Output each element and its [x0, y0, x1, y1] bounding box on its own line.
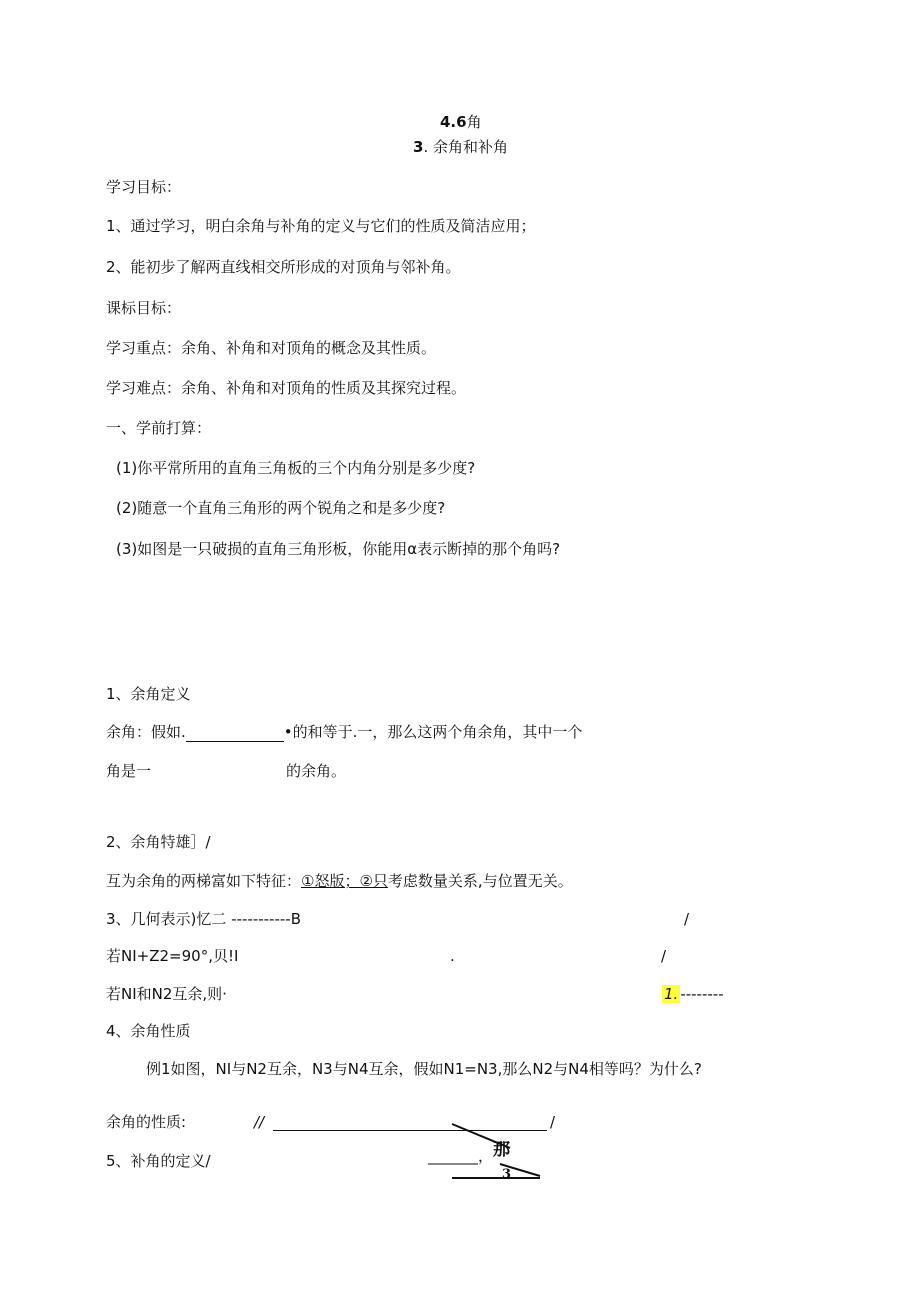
goal-item-2: 2、能初步了解两直线相交所形成的对顶角与邻补角。 — [106, 258, 461, 276]
figure-comma: ， — [478, 1147, 494, 1165]
sec3-slash-1: / — [684, 910, 690, 928]
subtitle-text: . 余角和补角 — [423, 138, 508, 156]
title-number: 4.6 — [440, 113, 467, 131]
sec3-line-2: 若NI和N2互余,则· — [106, 985, 227, 1003]
standard-heading: 课标目标： — [106, 299, 182, 317]
prep-heading: 一、学前打算： — [106, 419, 212, 437]
sec2-heading: 2、余角特雄］/ — [106, 833, 211, 851]
features-text-a: 互为余角的两梯富如下特征： — [106, 872, 302, 890]
def2-text-b: 的余角。 — [286, 762, 347, 780]
goals-heading: 学习目标： — [106, 178, 182, 196]
highlighted-mark: 1. — [664, 985, 679, 1003]
sec5-heading: 5、补角的定义/ — [106, 1152, 211, 1170]
def-text-a: 余角：假如. — [106, 723, 186, 741]
sec3-mark — [662, 984, 724, 1004]
sec4-example: 例1如图，NI与N2互余，N3与N4互余，假如N1=N3,那么N2与N4相等吗？为什么? — [146, 1060, 702, 1078]
mark-dashes: -------- — [680, 985, 724, 1003]
prep-question-2: (2)随意一个直角三角形的两个锐角之和是多少度? — [116, 499, 446, 517]
prep-question-1: (1)你平常所用的直角三角板的三个内角分别是多少度? — [116, 459, 476, 477]
property-mark: // — [254, 1113, 265, 1131]
sec3-heading: 3、几何表示)忆二 -----------B — [106, 910, 301, 928]
sec1-definition-line — [106, 722, 582, 742]
prep-question-3: (3)如图是一只破损的直角三角形板，你能用α表示断掉的那个角吗? — [116, 540, 561, 558]
goal-item-1: 1、通过学习，明白余角与补角的定义与它们的性质及简洁应用； — [106, 217, 536, 235]
sec3-slash-2: / — [661, 947, 667, 965]
subtitle-number: 3 — [413, 138, 424, 156]
difficulty: 学习难点：余角、补角和对顶角的性质及其探究过程。 — [106, 379, 467, 397]
sec3-line-1: 若NI+Z2=90°,贝!I — [106, 947, 239, 965]
features-text-c: 考虑数量关系,与位置无关。 — [387, 872, 573, 890]
features-text-b: ①怒版；②只 — [301, 872, 388, 890]
title-char: 角 — [466, 113, 482, 131]
property-label: 余角的性质: — [106, 1113, 187, 1131]
sec3-dot: . — [450, 947, 455, 965]
page-subtitle — [413, 137, 508, 157]
sec1-heading: 1、余角定义 — [106, 685, 191, 703]
sec1-definition-line-2 — [106, 761, 151, 781]
def-text-b: •的和等于.一，那么这两个角余角，其中一个 — [283, 723, 583, 741]
page-title — [440, 112, 482, 132]
def2-text-a: 角是一 — [106, 762, 152, 780]
key-point: 学习重点：余角、补角和对顶角的概念及其性质。 — [106, 339, 437, 357]
def-blank-1[interactable] — [186, 725, 284, 742]
figure-label-na: 那 — [493, 1140, 510, 1160]
sec2-features — [106, 871, 573, 891]
sec4-heading: 4、余角性质 — [106, 1022, 191, 1040]
figure-label-3: 3 — [502, 1167, 512, 1182]
property-end: / — [550, 1113, 556, 1131]
